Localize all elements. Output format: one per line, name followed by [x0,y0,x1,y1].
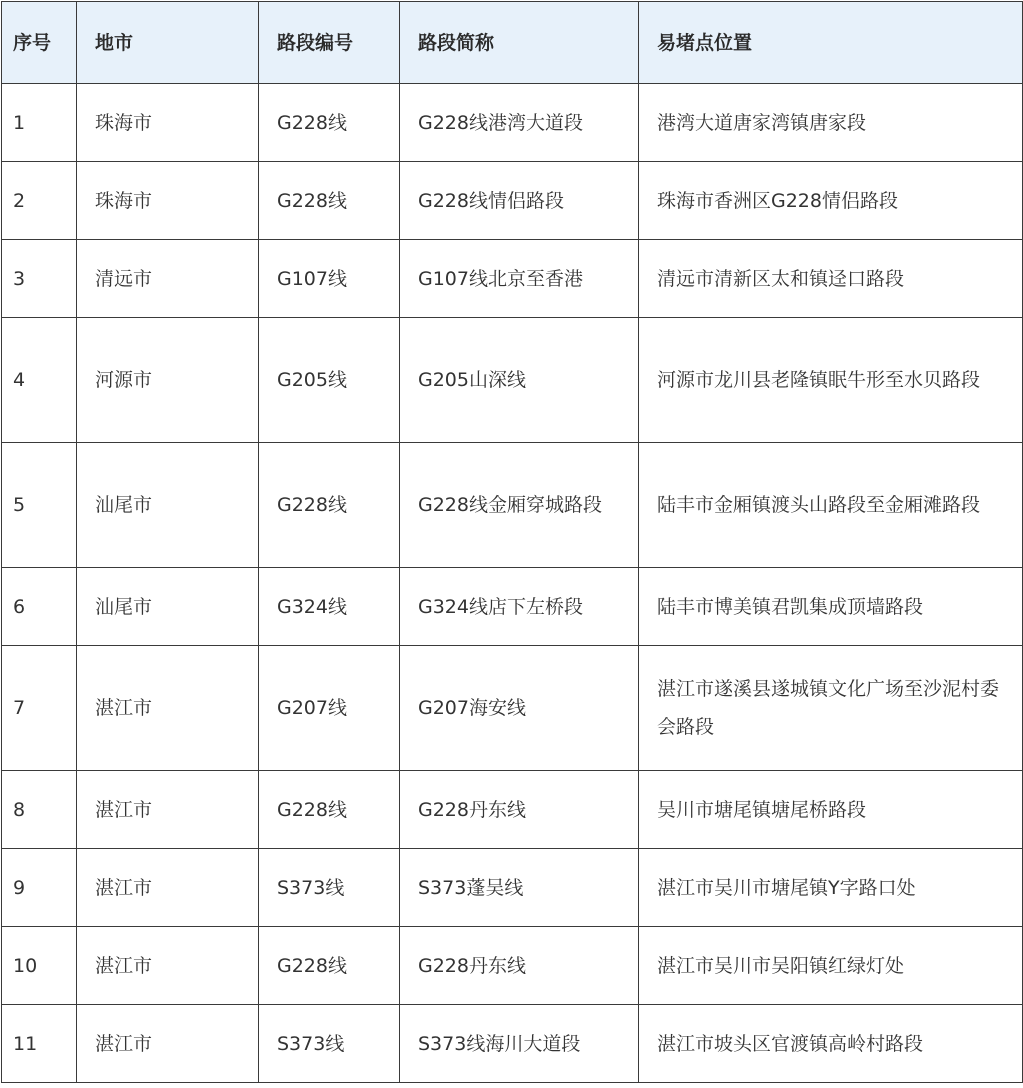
cell-location: 河源市龙川县老隆镇眠牛形至水贝路段 [639,318,1023,443]
cell-city: 珠海市 [77,84,259,162]
cell-index: 9 [2,849,77,927]
congestion-points-table [1,1,1023,1083]
table-body [2,84,1023,1083]
cell-index: 8 [2,771,77,849]
cell-city: 清远市 [77,240,259,318]
cell-location: 湛江市吴川市塘尾镇Y字路口处 [639,849,1023,927]
cell-road-short-name: G324线店下左桥段 [400,568,639,646]
cell-road-code: G324线 [259,568,400,646]
cell-road-short-name: G228线港湾大道段 [400,84,639,162]
cell-city: 珠海市 [77,162,259,240]
cell-road-short-name: G228线金厢穿城路段 [400,443,639,568]
table-row [2,849,1023,927]
cell-index: 3 [2,240,77,318]
table-row [2,771,1023,849]
cell-road-short-name: G205山深线 [400,318,639,443]
cell-city: 汕尾市 [77,568,259,646]
cell-road-short-name: G207海安线 [400,646,639,771]
cell-city: 湛江市 [77,1005,259,1083]
header-city: 地市 [77,2,259,84]
cell-index: 2 [2,162,77,240]
cell-location: 清远市清新区太和镇迳口路段 [639,240,1023,318]
table-header [2,2,1023,84]
cell-road-short-name: G228丹东线 [400,771,639,849]
cell-location: 湛江市遂溪县遂城镇文化广场至沙泥村委会路段 [639,646,1023,771]
cell-index: 11 [2,1005,77,1083]
header-index: 序号 [2,2,77,84]
table-row [2,162,1023,240]
cell-road-short-name: S373蓬吴线 [400,849,639,927]
cell-road-short-name: G228线情侣路段 [400,162,639,240]
cell-city: 湛江市 [77,646,259,771]
table-row [2,84,1023,162]
table-row [2,240,1023,318]
cell-city: 湛江市 [77,849,259,927]
cell-index: 4 [2,318,77,443]
cell-road-code: G205线 [259,318,400,443]
cell-index: 7 [2,646,77,771]
cell-road-code: G228线 [259,927,400,1005]
cell-road-code: G228线 [259,443,400,568]
cell-road-code: G228线 [259,84,400,162]
cell-location: 珠海市香洲区G228情侣路段 [639,162,1023,240]
cell-road-code: G107线 [259,240,400,318]
cell-road-code: G228线 [259,162,400,240]
cell-location: 港湾大道唐家湾镇唐家段 [639,84,1023,162]
header-row [2,2,1023,84]
table-row [2,1005,1023,1083]
cell-city: 汕尾市 [77,443,259,568]
cell-road-short-name: G107线北京至香港 [400,240,639,318]
table-row [2,568,1023,646]
header-road-short-name: 路段简称 [400,2,639,84]
cell-index: 1 [2,84,77,162]
table-row [2,443,1023,568]
cell-city: 湛江市 [77,927,259,1005]
cell-road-code: G207线 [259,646,400,771]
header-location: 易堵点位置 [639,2,1023,84]
cell-road-code: S373线 [259,1005,400,1083]
cell-location: 陆丰市博美镇君凯集成顶墙路段 [639,568,1023,646]
cell-index: 10 [2,927,77,1005]
cell-location: 湛江市吴川市吴阳镇红绿灯处 [639,927,1023,1005]
cell-city: 湛江市 [77,771,259,849]
cell-road-short-name: G228丹东线 [400,927,639,1005]
table-row [2,318,1023,443]
cell-index: 6 [2,568,77,646]
cell-road-short-name: S373线海川大道段 [400,1005,639,1083]
cell-index: 5 [2,443,77,568]
header-road-code: 路段编号 [259,2,400,84]
table-row [2,927,1023,1005]
cell-road-code: S373线 [259,849,400,927]
cell-road-code: G228线 [259,771,400,849]
cell-location: 陆丰市金厢镇渡头山路段至金厢滩路段 [639,443,1023,568]
cell-location: 吴川市塘尾镇塘尾桥路段 [639,771,1023,849]
cell-location: 湛江市坡头区官渡镇高岭村路段 [639,1005,1023,1083]
cell-city: 河源市 [77,318,259,443]
table-row [2,646,1023,771]
